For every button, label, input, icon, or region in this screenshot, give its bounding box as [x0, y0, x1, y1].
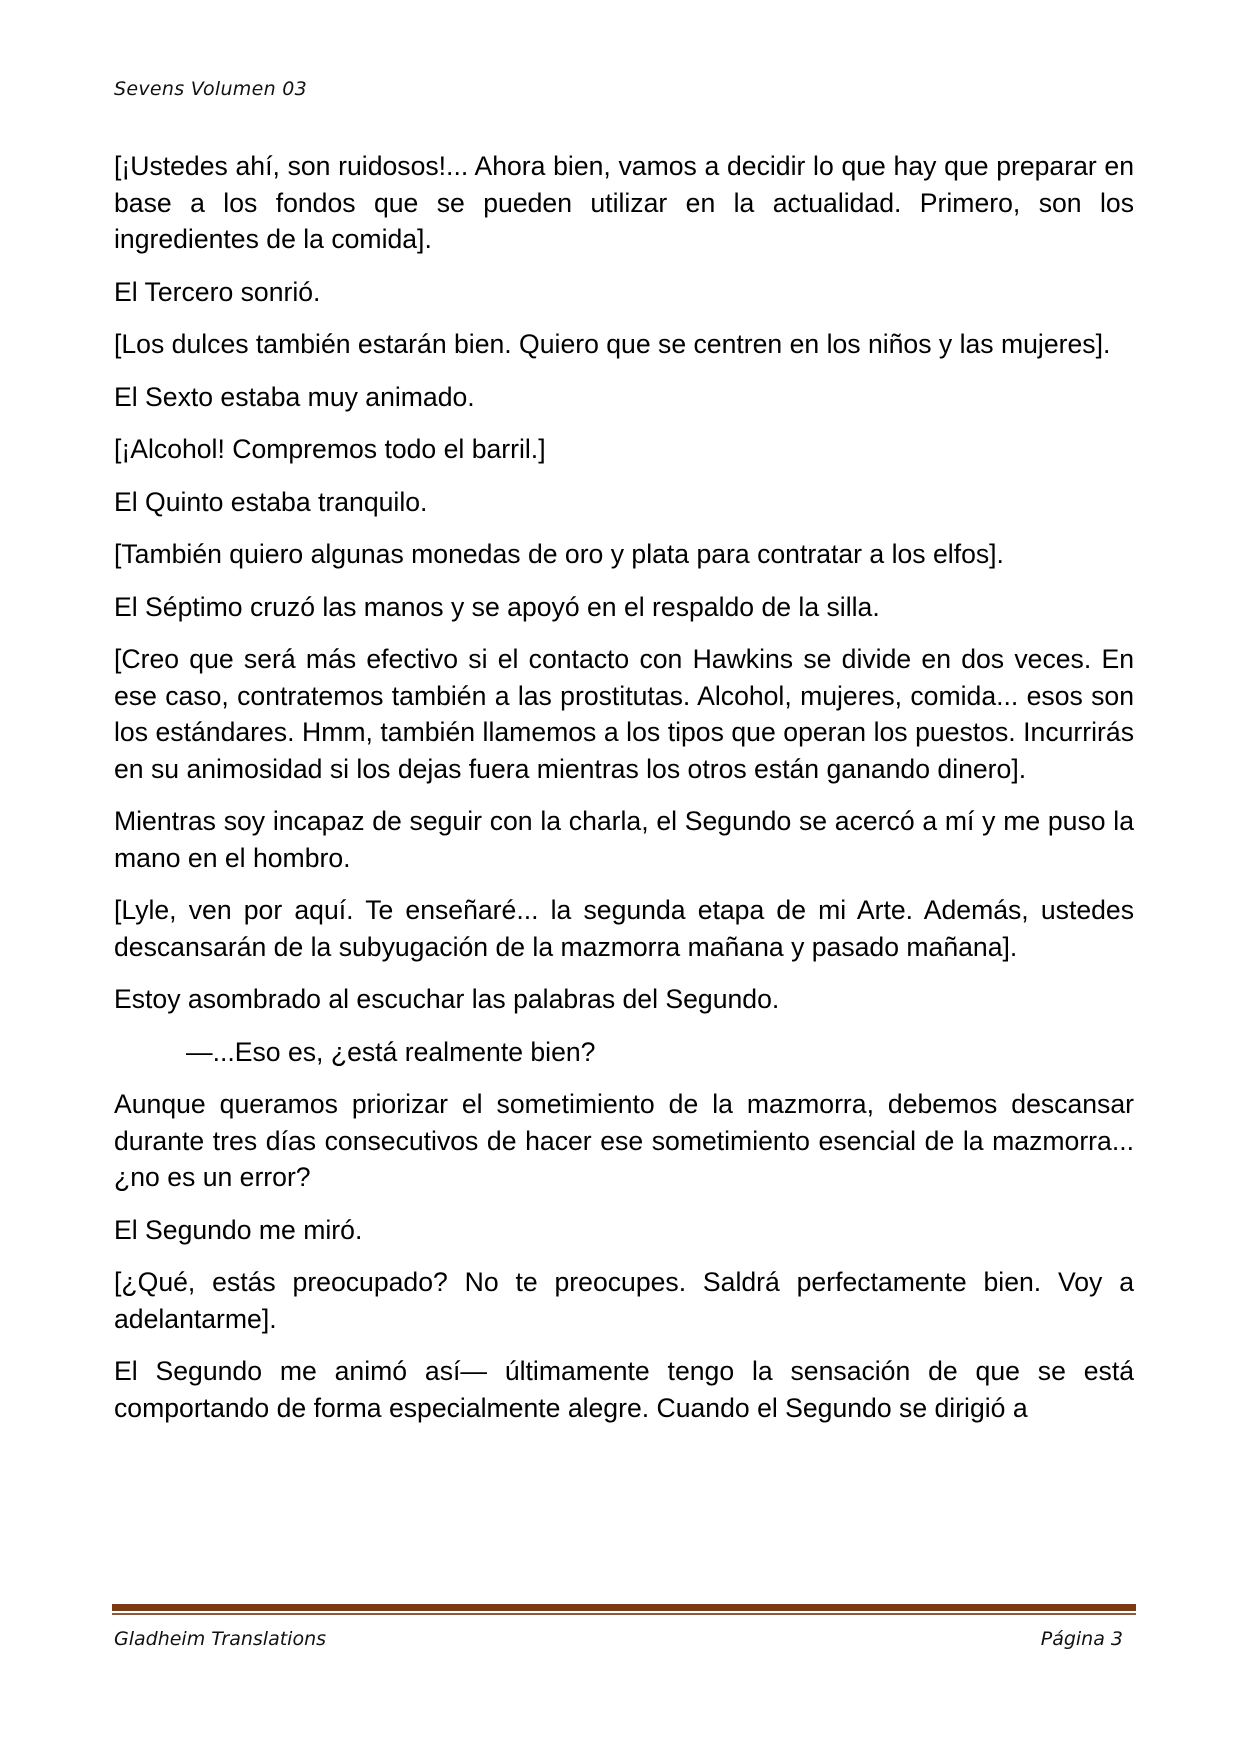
- paragraph: [También quiero algunas monedas de oro y plata para contratar a los elfos].: [114, 539, 1004, 569]
- footer-divider-thin: [112, 1613, 1136, 1615]
- paragraph: [¡Ustedes ahí, son ruidosos!... Ahora bien, vamos a decidir lo que hay que preparar en base a los fondos que se pueden utilizar en la actualidad. Primero, son los ingredientes de la comida].: [114, 151, 1134, 254]
- paragraph: [Los dulces también estarán bien. Quiero que se centren en los niños y las mujeres].: [114, 329, 1111, 359]
- paragraph: El Quinto estaba tranquilo.: [114, 486, 428, 517]
- paragraph: El Séptimo cruzó las manos y se apoyó en el respaldo de la silla.: [114, 591, 880, 622]
- page-body: [114, 148, 1134, 1442]
- paragraph: Mientras soy incapaz de seguir con la charla, el Segundo se acercó a mí y me puso la mano en el hombro.: [114, 806, 1134, 873]
- paragraph: El Sexto estaba muy animado.: [114, 381, 475, 412]
- running-header: Sevens Volumen 03: [114, 78, 308, 100]
- paragraph: El Segundo me animó así— últimamente tengo la sensación de que se está comportando de forma especialmente alegre. Cuando el Segundo se dirigió a: [114, 1356, 1134, 1423]
- footer-publisher: Gladheim Translations: [114, 1628, 327, 1650]
- footer-divider: [112, 1604, 1136, 1615]
- paragraph: El Tercero sonrió.: [114, 276, 321, 307]
- indented-thought: —...Eso es, ¿está realmente bien?: [186, 1036, 596, 1067]
- paragraph: Estoy asombrado al escuchar las palabras del Segundo.: [114, 984, 780, 1014]
- footer-divider-thick: [112, 1604, 1136, 1611]
- paragraph: [¡Alcohol! Compremos todo el barril.]: [114, 434, 546, 464]
- paragraph: [Creo que será más efectivo si el contacto con Hawkins se divide en dos veces. En ese caso, contratemos también a las prostitutas. Alcohol, mujeres, comida... esos son los estándares. Hmm, también llamemos a los tipos que operan los puestos. Incurrirás en su animosidad si los dejas fuera mientras los otros están ganando dinero].: [114, 644, 1134, 784]
- page-number: Página 3: [1040, 1628, 1123, 1650]
- paragraph: El Segundo me miró.: [114, 1214, 363, 1245]
- paragraph: Aunque queramos priorizar el sometimiento de la mazmorra, debemos descansar durante tres días consecutivos de hacer ese sometimiento esencial de la mazmorra... ¿no es un error?: [114, 1089, 1134, 1192]
- paragraph: [¿Qué, estás preocupado? No te preocupes. Saldrá perfectamente bien. Voy a adelantarme].: [114, 1267, 1134, 1334]
- paragraph: [Lyle, ven por aquí. Te enseñaré... la segunda etapa de mi Arte. Además, ustedes descansarán de la subyugación de la mazmorra mañana y pasado mañana].: [114, 895, 1134, 962]
